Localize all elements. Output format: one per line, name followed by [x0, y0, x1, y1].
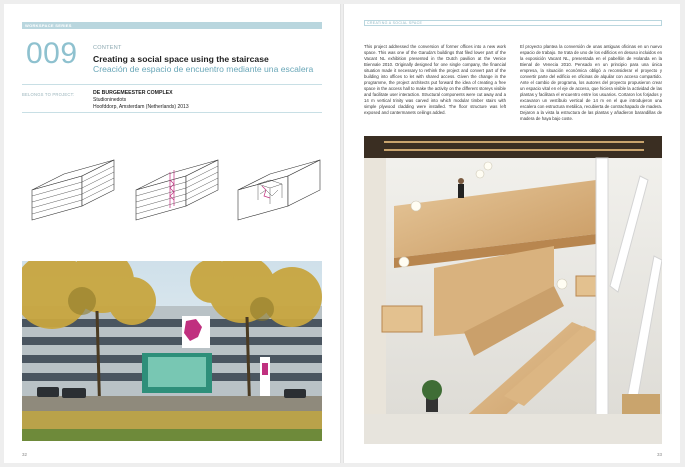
page-number: 33	[656, 452, 662, 457]
section-tag: CREATING A SOCIAL SPACE	[367, 21, 423, 25]
project-location: Hoofddorp, Amsterdam (Netherlands) 2013	[93, 104, 189, 110]
title-spanish: Creación de espacio de encuentro mediante una escalera	[93, 64, 314, 74]
body-text-english: This project addressed the conversion of former offices into a new work space. This was one of the Garuda's buildings that filed lower part of the Vacant NL exhibition presented in the Dutch pavilion at the Venice Biennale 2010. Originally designed for one single company, the financial situation made it necessary to rethink the project and convert part of the building into offices to let with shared access. Given the change in the programme, the project architects put forward the idea of creating a free space in the access hall to make the activity on the different storeys visible and facilitate user interaction. Structural components were cut away and a 14 m vertical trinity was carved into which modular timber stairs with simple plywood cladding were installed. The floor structure was left exposed and cantermanets ceilings added.	[364, 44, 506, 115]
section-tag: WORKSPACE SERIES	[25, 23, 72, 28]
exterior-photo	[22, 261, 322, 441]
page-number: 32	[22, 452, 28, 457]
body-text-spanish: El proyecto plantea la conversión de unas antiguas oficinas en un nuevo espacio de trabajo. Se trata de uno de los edificios en desuso incluidos en la exposición Vacant NL, presentada en el pabellón de Holanda en la Bienal de Venecia 2010. Pensado en un principio para una única empresa, la situación económica obligó a reconsiderar el proyecto y convertir parte del edificio en oficinas de alquilar con acceso compartido. Ante el cambio de programa, los autores del proyecto propusieron crear un espacio vital en el eje de acceso, que hiciera visible la actividad de las plantas y facilitara el encuentro entre los usuarios. Cortaron los forjados y excavaron un vestíbulo vertical de 14 m en el que introdujeron una escalera con estructura metálica, recubierta de contrachapado de madera. Dejaron a la vista la estructura de las plantas y añadieron barandillas de madera de haya bajo coste.	[520, 44, 662, 121]
content-label: CONTENT	[93, 45, 122, 51]
belongs-label: BELONGS TO PROJECT:	[22, 92, 75, 97]
project-number: 009	[26, 37, 78, 70]
project-meta	[93, 90, 189, 111]
project-name: DE BURGEMEESTER COMPLEX	[93, 90, 173, 96]
section-bar	[364, 20, 662, 26]
divider	[22, 84, 322, 85]
axonometric-diagram-1	[24, 150, 118, 230]
firm-name: Studioninedots	[93, 97, 127, 103]
title-english: Creating a social space using the staircase	[93, 54, 269, 64]
axonometric-diagram-2	[128, 150, 222, 230]
divider	[22, 112, 322, 113]
section-bar	[22, 22, 322, 29]
staircase-photo	[364, 136, 662, 444]
right-page	[344, 4, 680, 463]
left-page	[4, 4, 340, 463]
axonometric-diagram-3	[230, 150, 324, 230]
